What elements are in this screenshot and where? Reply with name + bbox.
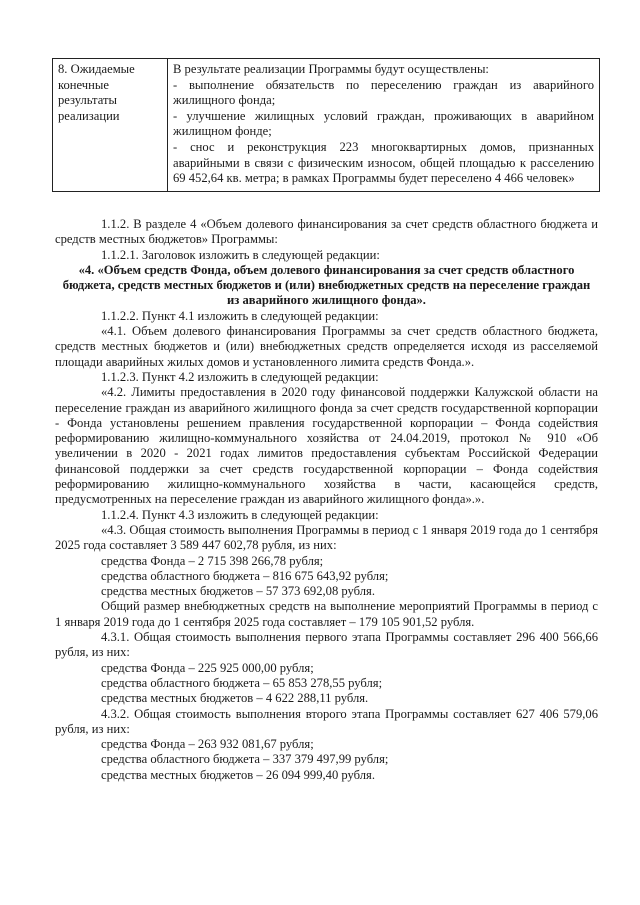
funding-line: средства Фонда – 2 715 398 266,78 рубля; (101, 553, 324, 568)
funding-line: средства областного бюджета – 65 853 278,55 рубля; (101, 675, 383, 690)
clause-text: 4.3.1. Общая стоимость выполнения первого этапа Программы составляет 296 400 566,66 рубля, из них: (55, 630, 598, 660)
results-item: - снос и реконструкция 223 многоквартирных домов, признанных аварийными в связи с физическим износом, общей площадью к расселению 69 452,64 кв. метра; в рамках Программы будет переселено 4 466 человек» (173, 139, 594, 186)
section-amendment-paragraph: 1.1.2. В разделе 4 «Объем долевого финансирования за счет средств областного бюджета и средств местных бюджетов» Программы: (55, 217, 598, 247)
funding-line: средства местных бюджетов – 26 094 999,40 рубля. (101, 767, 375, 782)
clause-text: 4.3.2. Общая стоимость выполнения второго этапа Программы составляет 627 406 579,06 рубля, из них: (55, 706, 598, 736)
clause-text: «4.3. Общая стоимость выполнения Программы в период с 1 января 2019 года до 1 сентября 2025 года составляет 3 589 447 602,78 рубля, из них: (55, 522, 598, 553)
funding-line: средства областного бюджета – 816 675 643,92 рубля; (101, 568, 389, 583)
results-intro: В результате реализации Программы будут осуществлены: (173, 62, 489, 76)
section-heading: «4. «Объем средств Фонда, объем долевого финансирования за счет средств областного бюджета, средств местных бюджетов и (или) внебюджетных средств на переселение граждан из аварийного жилищного фонда». (62, 262, 591, 308)
subsection-paragraph: 1.1.2.4. Пункт 4.3 изложить в следующей редакции: (101, 507, 379, 522)
funding-line: средства областного бюджета – 337 379 497,99 рубля; (101, 752, 389, 767)
table-row (53, 59, 600, 192)
subsection-paragraph: 1.1.2.3. Пункт 4.2 изложить в следующей редакции: (101, 369, 379, 384)
results-table (52, 58, 600, 192)
clause-text: «4.1. Объем долевого финансирования Программы за счет средств областного бюджета, средств местных бюджетов и (или) внебюджетных средств определяется исходя из расселяемой площади аварийных жилых домов и установленного лимита средств Фонда.». (55, 324, 598, 369)
funding-line: средства местных бюджетов – 57 373 692,08 рубля. (101, 584, 375, 599)
results-item: - выполнение обязательств по переселению граждан из аварийного жилищного фонда; (173, 77, 594, 108)
clause-text: «4.2. Лимиты предоставления в 2020 году финансовой поддержки Калужской области на переселение граждан из аварийного жилищного фонда за счет средств государственной корпорации - Фонда установлены решением правления государственной корпорации – Фонда содействия реформированию жилищно-коммунального хозяйства от 24.04.2019, протокол № 910 «Об увеличении в 2020 - 2021 годах лимитов предоставления субъектам Российской Федерации финансовой поддержки за счет средств государственной корпорации – Фонда содействия реформированию жилищно-коммунального хозяйства в части, касающейся средств, предусмотренных на переселение граждан из аварийного жилищного фонда».». (55, 385, 598, 507)
clause-text: Общий размер внебюджетных средств на выполнение мероприятий Программы в период с 1 января 2019 года до 1 сентября 2025 года составляет – 179 105 901,52 рубля. (55, 599, 598, 629)
funding-line: средства Фонда – 263 932 081,67 рубля; (101, 737, 314, 752)
expected-results-label: 8. Ожидаемые конечные результаты реализации (53, 59, 168, 192)
subsection-paragraph: 1.1.2.1. Заголовок изложить в следующей редакции: (101, 247, 380, 262)
document-body (55, 217, 598, 783)
expected-results-content (168, 59, 600, 192)
funding-line: средства местных бюджетов – 4 622 288,11 рубля. (101, 691, 369, 706)
subsection-paragraph: 1.1.2.2. Пункт 4.1 изложить в следующей редакции: (101, 308, 379, 323)
results-item: - улучшение жилищных условий граждан, проживающих в аварийном жилищном фонде; (173, 108, 594, 139)
funding-line: средства Фонда – 225 925 000,00 рубля; (101, 660, 314, 675)
